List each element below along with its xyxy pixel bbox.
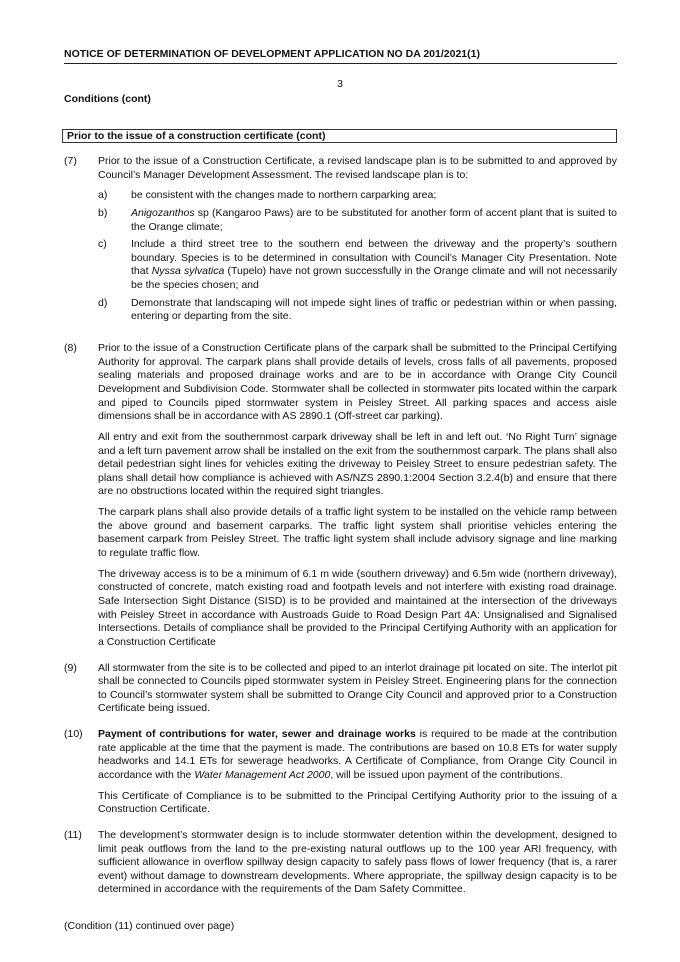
condition-text: Prior to the issue of a Construction Certificate, a revised landscape plan is to be submitted to and approved by Council’s Manager Development Assessment. The revised landscape plan is to: [98, 155, 617, 181]
paragraph-text: , will be issued upon payment of the contributions. [330, 768, 563, 781]
subcondition-c [98, 238, 617, 293]
subcondition-a [98, 189, 617, 203]
condition-number: (8) [64, 342, 77, 355]
condition-11 [64, 829, 617, 897]
species-name: Anigozanthos [131, 206, 195, 219]
subcondition-d [98, 297, 617, 324]
continued-note: (Condition (11) continued over page) [64, 920, 235, 932]
subcondition-letter: a) [98, 189, 108, 202]
conditions-list [64, 155, 617, 909]
condition-paragraph: Prior to the issue of a Construction Certificate plans of the carpark shall be submitted to the Principal Certifying Authority for approval. The carpark plans shall provide details of levels, cross falls of all pavements, proposed sealing materials and proposed drainage works and are to be in accordance with Orange City Council Development and Subdivision Code. Stormwater shall be collected in stormwater pits located within the carpark and piped to Councils piped stormwater system in Peisley Street. All parking spaces and access aisle dimensions shall be in accordance with AS 2890.1 (Off-street car parking). [98, 342, 617, 423]
condition-paragraph: The carpark plans shall also provide details of a traffic light system to be installed on the vehicle ramp between the above ground and basement carparks. The traffic light system shall prioritise vehicles entering the basement carpark from Peisley Street. The traffic light system shall include advisory signage and line marking to regulate traffic flow. [98, 506, 617, 560]
document-title: NOTICE OF DETERMINATION OF DEVELOPMENT APPLICATION NO DA 201/2021(1) [64, 48, 617, 64]
conditions-heading: Conditions (cont) [64, 93, 151, 105]
condition-10 [64, 728, 617, 817]
page-number: 3 [337, 78, 343, 90]
act-name: Water Management Act 2000 [194, 768, 331, 781]
subcondition-text: (Tupelo) have not grown successfully in the Orange climate and will not necessarily be the species chosen; and [131, 265, 617, 292]
subcondition-text: be consistent with the changes made to northern carparking area; [131, 189, 437, 202]
emphasis-text: Payment of contributions for water, sewer and drainage works [98, 728, 416, 741]
condition-paragraph: The driveway access is to be a minimum of 6.1 m wide (southern driveway) and 6.5m wide (northern driveway), constructed of concrete, match existing road and footpath levels and not interfere with existing road drainage. Safe Intersection Sight Distance (SISD) is to be provided and maintained at the intersection of the driveways with Peisley Street in accordance with Austroads Guide to Road Design Part 4A: Unsignalised and Signalised Intersections. Details of compliance shall be provided to the Principal Certifying Authority with an application for a Construction Certificate [98, 567, 617, 648]
subcondition-letter: c) [98, 238, 107, 251]
condition-number: (10) [64, 728, 83, 741]
condition-number: (7) [64, 155, 77, 167]
section-heading-box [62, 129, 617, 143]
condition-paragraph: This Certificate of Compliance is to be submitted to the Principal Certifying Authority prior to the issuing of a Construction Certificate. [98, 789, 617, 816]
subcondition-text: Include a third street tree to the southern end between the driveway and the property’s southern boundary. Species is to be determined in consultation with Council’s Manager City Presentation. Note that [131, 238, 617, 278]
subcondition-b [98, 207, 617, 234]
condition-8 [64, 342, 617, 649]
subcondition-letter: b) [98, 206, 108, 219]
condition-paragraph [98, 728, 617, 783]
section-heading: Prior to the issue of a construction certificate (cont) [67, 130, 326, 142]
subcondition-letter: d) [98, 296, 108, 309]
paragraph-text: is required to be made at the contribution rate applicable at the time that the payment is made. The contributions are based on 10.8 ETs for water supply headworks and 14.1 ETs for sewerage headworks. A Certificate of Compliance, from Orange City Council in accordance with the [98, 728, 617, 781]
condition-7 [64, 155, 617, 324]
subcondition-text: sp (Kangaroo Paws) are to be substituted for another form of accent plant that is suited to the Orange climate; [131, 206, 617, 233]
condition-number: (11) [64, 828, 82, 841]
condition-number: (9) [64, 661, 77, 674]
condition-paragraph: All stormwater from the site is to be collected and piped to an interlot drainage pit located on site. The interlot pit shall be connected to Councils piped stormwater system in Peisley Street. Engineering plans for the connection to Council’s stormwater system shall be submitted to Orange City Council and approved prior to a Construction Certificate being issued. [98, 661, 617, 715]
condition-paragraph: The development’s stormwater design is to include stormwater detention within the development, designed to limit peak outflows from the land to the pre-existing natural outflows up to the 100 year ARI frequency, with sufficient allowance in overflow spillway design capacity to safely pass flows of lower frequency (that is, a rarer event) without damage to downstream developments. Where appropriate, the spillway design capacity is to be determined in accordance with the requirements of the Dam Safety Committee. [98, 828, 617, 896]
condition-paragraph: All entry and exit from the southernmost carpark driveway shall be left in and left out. ‘No Right Turn’ signage and a left turn pavement arrow shall be installed on the exit from the southernmost carpark. The plans shall also detail pedestrian sight lines for vehicles exiting the driveway to Peisley Street to ensure pedestrian safety. The plans shall detail how compliance is achieved with AS/NZS 2890.1:2004 Section 3.2.4(b) and ensure that there are no obstructions located within the required sight triangles. [98, 430, 617, 498]
condition-9 [64, 662, 617, 717]
species-name: Nyssa sylvatica [151, 265, 225, 278]
subcondition-text: Demonstrate that landscaping will not impede sight lines of traffic or pedestrian within or when passing, entering or departing from the site. [131, 296, 617, 323]
